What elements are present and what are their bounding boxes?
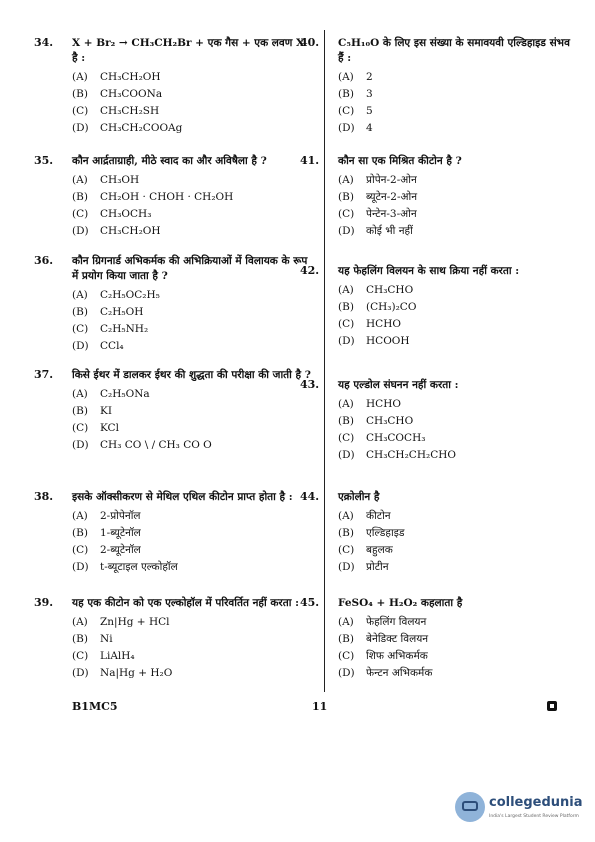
logo-name: collegedunia bbox=[489, 795, 583, 810]
question bbox=[34, 36, 312, 137]
option bbox=[72, 304, 312, 321]
option-label: (D) bbox=[72, 667, 89, 679]
option bbox=[338, 120, 578, 137]
option-text: KI bbox=[100, 405, 112, 417]
option bbox=[72, 287, 312, 304]
option-label: (A) bbox=[338, 510, 354, 522]
option bbox=[72, 338, 312, 355]
option bbox=[72, 403, 312, 420]
option bbox=[72, 206, 312, 223]
option-label: (A) bbox=[338, 174, 354, 186]
option-label: (A) bbox=[72, 388, 88, 400]
option-label: (D) bbox=[72, 122, 89, 134]
option-label: (A) bbox=[72, 174, 88, 186]
option bbox=[338, 86, 578, 103]
option-label: (C) bbox=[338, 208, 355, 220]
option-text: C₂H₅OH bbox=[100, 306, 144, 318]
question-number: 43. bbox=[300, 378, 320, 391]
option bbox=[72, 223, 312, 240]
option bbox=[338, 299, 578, 316]
option bbox=[338, 282, 578, 299]
question bbox=[34, 254, 312, 355]
option bbox=[338, 316, 578, 333]
option-text: CH₃OH bbox=[100, 174, 140, 186]
question-number: 41. bbox=[300, 154, 320, 167]
option bbox=[72, 321, 312, 338]
question bbox=[300, 154, 578, 240]
option bbox=[338, 189, 578, 206]
option-label: (B) bbox=[338, 415, 354, 427]
option-label: (A) bbox=[338, 71, 354, 83]
option-label: (A) bbox=[72, 510, 88, 522]
question-text: यह एल्डोल संघनन नहीं करता : bbox=[338, 379, 459, 391]
option-label: (B) bbox=[72, 527, 88, 539]
option bbox=[72, 69, 312, 86]
option bbox=[338, 559, 578, 576]
option-text: CH₃CH₂OH bbox=[100, 71, 161, 83]
option-label: (D) bbox=[72, 561, 89, 573]
option-text: 2-ब्यूटेनॉल bbox=[100, 544, 141, 556]
option-text: 2 bbox=[366, 71, 373, 83]
option-text: कीटोन bbox=[366, 510, 391, 522]
option-label: (B) bbox=[72, 633, 88, 645]
question-number: 35. bbox=[34, 154, 54, 167]
option bbox=[338, 413, 578, 430]
option-text: फेन्टन अभिकर्मक bbox=[366, 667, 433, 679]
option-label: (C) bbox=[72, 105, 89, 117]
option-label: (D) bbox=[72, 225, 89, 237]
option-text: शिफ अभिकर्मक bbox=[366, 650, 428, 662]
question-text: C₅H₁₀O के लिए इस संख्या के समावयवी एल्डिहाइड संभव हैं : bbox=[338, 37, 570, 64]
option-label: (A) bbox=[338, 284, 354, 296]
option bbox=[338, 614, 578, 631]
logo-mascot-icon bbox=[455, 792, 485, 822]
option-text: CH₃COCH₃ bbox=[366, 432, 426, 444]
option-text: 2-प्रोपेनॉल bbox=[100, 510, 141, 522]
option-text: बेनेडिक्ट विलयन bbox=[366, 633, 429, 645]
option-label: (B) bbox=[338, 88, 354, 100]
option bbox=[72, 665, 312, 682]
option bbox=[338, 665, 578, 682]
option-label: (A) bbox=[72, 616, 88, 628]
question-number: 39. bbox=[34, 596, 54, 609]
option bbox=[338, 103, 578, 120]
option bbox=[72, 189, 312, 206]
question-text: कौन सा एक मिश्रित कीटोन है ? bbox=[338, 155, 462, 167]
option-text: CH₃CHO bbox=[366, 415, 414, 427]
option-text: Ni bbox=[100, 633, 113, 645]
question-number: 44. bbox=[300, 490, 320, 503]
option bbox=[338, 333, 578, 350]
question-number: 38. bbox=[34, 490, 54, 503]
option-label: (B) bbox=[72, 88, 88, 100]
option-text: C₂H₅OC₂H₅ bbox=[100, 289, 160, 301]
question bbox=[300, 490, 578, 576]
option-label: (C) bbox=[72, 650, 89, 662]
option-label: (C) bbox=[338, 432, 355, 444]
question-text: यह एक कीटोन को एक एल्कोहॉल में परिवर्तित नहीं करता : bbox=[72, 597, 299, 609]
option bbox=[338, 430, 578, 447]
option bbox=[72, 86, 312, 103]
option bbox=[338, 172, 578, 189]
option-label: (B) bbox=[338, 633, 354, 645]
option bbox=[72, 508, 312, 525]
option-label: (A) bbox=[338, 616, 354, 628]
option bbox=[338, 447, 578, 464]
option bbox=[338, 396, 578, 413]
question-number: 37. bbox=[34, 368, 54, 381]
option-text: CCl₄ bbox=[100, 340, 124, 352]
question bbox=[300, 596, 578, 682]
option-label: (C) bbox=[338, 650, 355, 662]
question-text: कौन ग्रिगनार्ड अभिकर्मक की अभिक्रियाओं में विलायक के रूप में प्रयोग किया जाता है ? bbox=[72, 255, 308, 282]
option bbox=[72, 631, 312, 648]
option bbox=[72, 437, 312, 454]
option-label: (C) bbox=[338, 105, 355, 117]
option-label: (A) bbox=[338, 398, 354, 410]
option-text: HCOOH bbox=[366, 335, 410, 347]
option-text: CH₃CH₂OH bbox=[100, 225, 161, 237]
option-text: KCl bbox=[100, 422, 119, 434]
question-number: 45. bbox=[300, 596, 320, 609]
option-text: CH₃CH₂CH₂CHO bbox=[366, 449, 456, 461]
question-text: यह फेहलिंग विलयन के साथ क्रिया नहीं करता : bbox=[338, 265, 520, 277]
question-number: 34. bbox=[34, 36, 54, 49]
option bbox=[338, 206, 578, 223]
option bbox=[72, 559, 312, 576]
option-text: t-ब्यूटाइल एल्कोहॉल bbox=[100, 561, 178, 573]
option-text: Zn|Hg + HCl bbox=[100, 616, 170, 628]
question-text: FeSO₄ + H₂O₂ कहलाता है bbox=[338, 597, 463, 609]
question bbox=[300, 264, 578, 350]
question-text: इसके ऑक्सीकरण से मेथिल एथिल कीटोन प्राप्त होता है : bbox=[72, 491, 293, 503]
option bbox=[72, 420, 312, 437]
option-label: (B) bbox=[338, 301, 354, 313]
option-label: (B) bbox=[338, 527, 354, 539]
option bbox=[72, 614, 312, 631]
option-label: (B) bbox=[72, 191, 88, 203]
option-text: 1-ब्यूटेनॉल bbox=[100, 527, 141, 539]
option-text: C₂H₅ONa bbox=[100, 388, 150, 400]
option-label: (D) bbox=[338, 667, 355, 679]
option bbox=[72, 542, 312, 559]
paper-code: B1MC5 bbox=[72, 700, 118, 713]
option-label: (D) bbox=[338, 225, 355, 237]
option-text: (CH₃)₂CO bbox=[366, 301, 417, 313]
option-text: CH₃CH₂SH bbox=[100, 105, 160, 117]
option-text: पेन्टेन-3-ओन bbox=[366, 208, 417, 220]
question-text: X + Br₂ → CH₃CH₂Br + एक गैस + एक लवण X है : bbox=[72, 37, 305, 64]
option-text: CH₃ CO \ / CH₃ CO O bbox=[100, 439, 212, 451]
option-label: (C) bbox=[338, 318, 355, 330]
option bbox=[72, 103, 312, 120]
option-label: (D) bbox=[338, 561, 355, 573]
option bbox=[338, 223, 578, 240]
option bbox=[338, 648, 578, 665]
option-label: (C) bbox=[72, 422, 89, 434]
question-text: कौन आर्द्रताग्राही, मीठे स्वाद का और अविषैला है ? bbox=[72, 155, 267, 167]
option-text: बहुलक bbox=[366, 544, 393, 556]
option-label: (D) bbox=[72, 340, 89, 352]
option-text: ब्यूटेन-2-ओन bbox=[366, 191, 418, 203]
option-text: CH₃CH₂COOAg bbox=[100, 122, 183, 134]
option-text: Na|Hg + H₂O bbox=[100, 667, 173, 679]
option bbox=[338, 508, 578, 525]
option-label: (C) bbox=[338, 544, 355, 556]
option-text: HCHO bbox=[366, 318, 401, 330]
question bbox=[34, 490, 312, 576]
option-text: C₂H₅NH₂ bbox=[100, 323, 149, 335]
option-text: CH₃CHO bbox=[366, 284, 414, 296]
option-text: एल्डिहाइड bbox=[366, 527, 405, 539]
option-label: (D) bbox=[338, 122, 355, 134]
option bbox=[72, 648, 312, 665]
question bbox=[300, 378, 578, 464]
option-label: (D) bbox=[338, 335, 355, 347]
option bbox=[338, 631, 578, 648]
option-label: (B) bbox=[72, 306, 88, 318]
logo-tagline: India's Largest Student Review Platform bbox=[489, 814, 579, 819]
option bbox=[338, 525, 578, 542]
option-label: (C) bbox=[72, 323, 89, 335]
option-label: (D) bbox=[338, 449, 355, 461]
option bbox=[338, 542, 578, 559]
corner-square-icon bbox=[547, 701, 557, 711]
option bbox=[72, 386, 312, 403]
option-text: कोई भी नहीं bbox=[366, 225, 413, 237]
option-text: CH₃COONa bbox=[100, 88, 163, 100]
question bbox=[34, 368, 312, 454]
option-label: (B) bbox=[72, 405, 88, 417]
option-text: CH₂OH · CHOH · CH₂OH bbox=[100, 191, 234, 203]
question-number: 42. bbox=[300, 264, 320, 277]
option bbox=[72, 172, 312, 189]
option-text: 4 bbox=[366, 122, 373, 134]
option-text: प्रोपेन-2-ओन bbox=[366, 174, 417, 186]
question-number: 36. bbox=[34, 254, 54, 267]
option-label: (D) bbox=[72, 439, 89, 451]
option bbox=[338, 69, 578, 86]
option-text: HCHO bbox=[366, 398, 401, 410]
option-label: (A) bbox=[72, 289, 88, 301]
option bbox=[72, 120, 312, 137]
option-text: LiAlH₄ bbox=[100, 650, 135, 662]
question-text: एक्रोलीन है bbox=[338, 491, 380, 503]
column-divider bbox=[324, 30, 325, 692]
option-text: 5 bbox=[366, 105, 373, 117]
question-number: 40. bbox=[300, 36, 320, 49]
question bbox=[300, 36, 578, 137]
option-text: 3 bbox=[366, 88, 373, 100]
option-label: (A) bbox=[72, 71, 88, 83]
option-label: (C) bbox=[72, 544, 89, 556]
collegedunia-logo bbox=[455, 792, 585, 828]
option bbox=[72, 525, 312, 542]
option-text: प्रोटीन bbox=[366, 561, 389, 573]
question bbox=[34, 154, 312, 240]
option-text: फेहलिंग विलयन bbox=[366, 616, 427, 628]
option-label: (B) bbox=[338, 191, 354, 203]
question bbox=[34, 596, 312, 682]
option-label: (C) bbox=[72, 208, 89, 220]
question-text: किसे ईथर में डालकर ईथर की शुद्धता की परीक्षा की जाती है ? bbox=[72, 369, 311, 381]
option-text: CH₃OCH₃ bbox=[100, 208, 152, 220]
page-number: 11 bbox=[312, 700, 328, 713]
